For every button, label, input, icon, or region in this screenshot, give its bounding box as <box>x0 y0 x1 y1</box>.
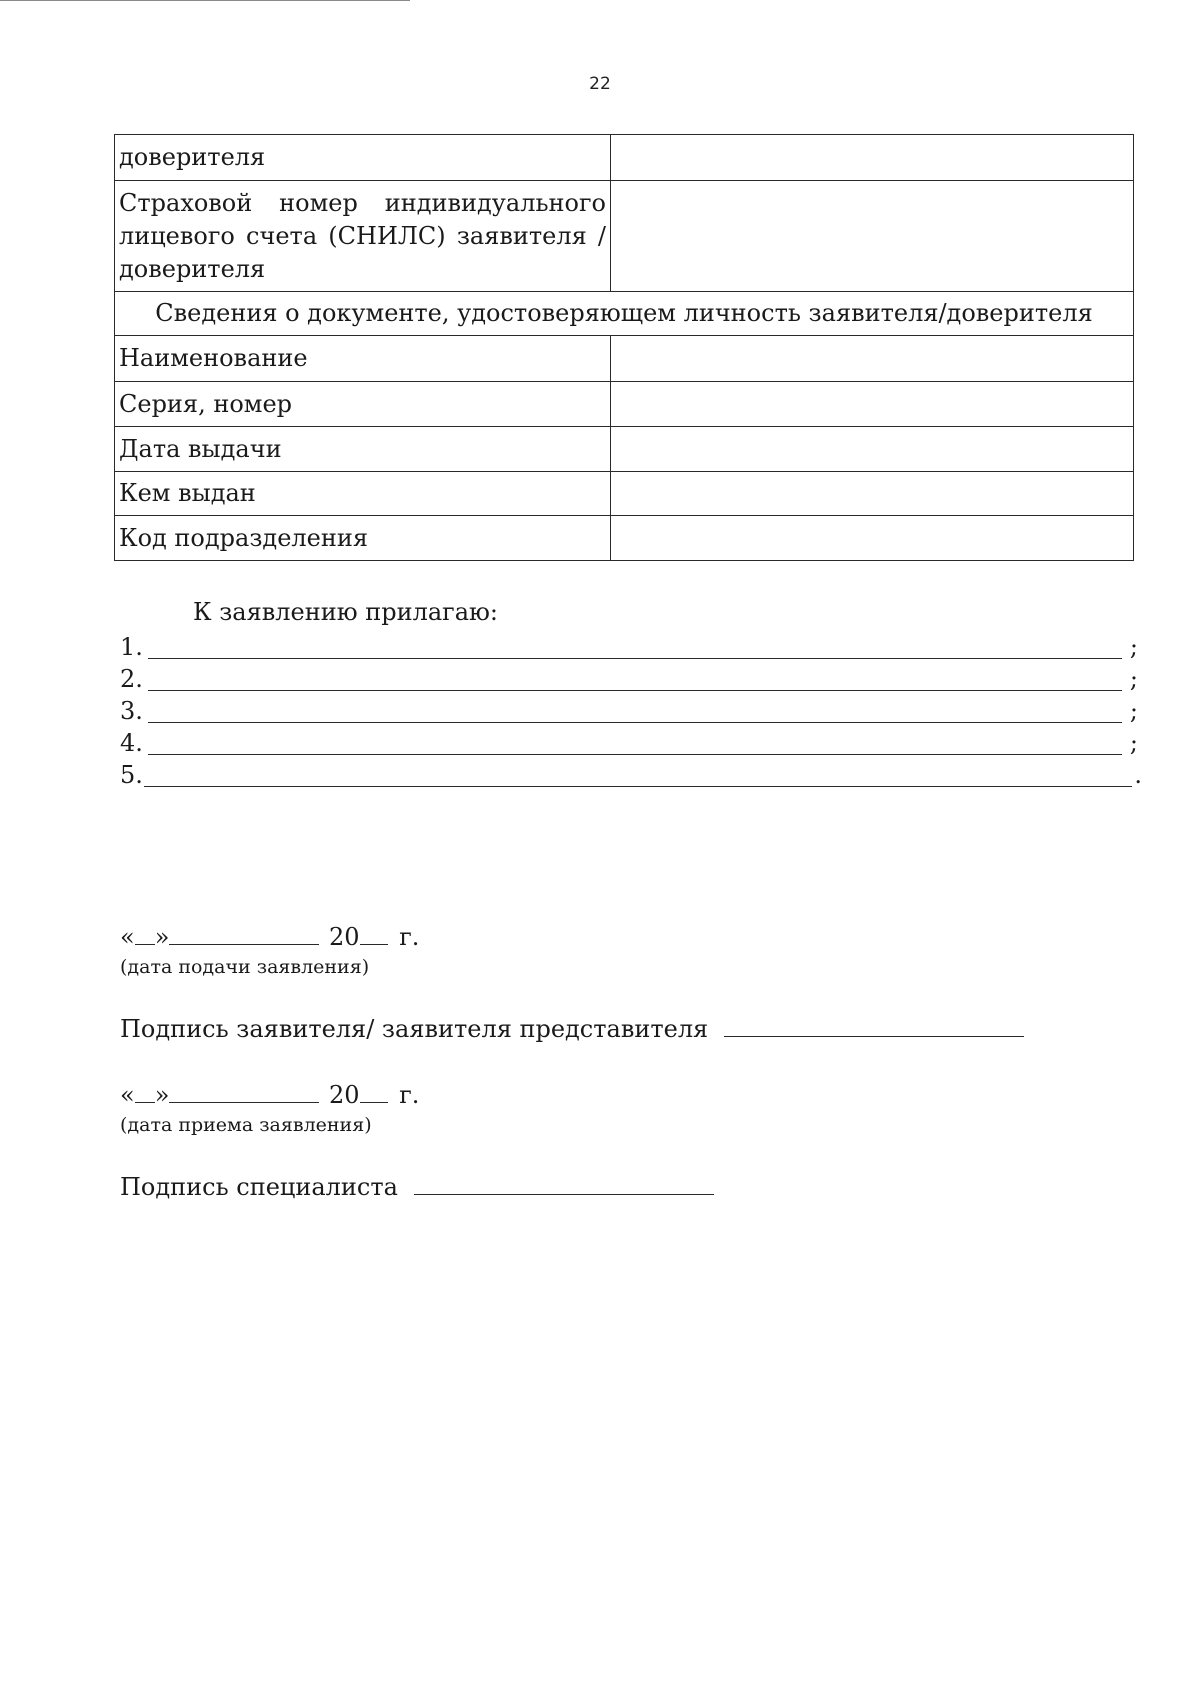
year-blank[interactable] <box>360 1078 388 1103</box>
attachment-terminator: . <box>1134 761 1142 789</box>
applicant-signature-line[interactable] <box>724 1012 1024 1037</box>
year-blank[interactable] <box>360 920 388 945</box>
acceptance-date-caption: (дата приема заявления) <box>120 1114 372 1136</box>
row-label-snils: Страховой номер индивидуального лицевого счета (СНИЛС) заявителя / доверителя <box>115 181 611 292</box>
row-label-series-number: Серия, номер <box>115 382 611 427</box>
table-row <box>115 135 1134 181</box>
quote-open: « <box>120 1081 135 1109</box>
row-value-issue-date[interactable] <box>611 427 1134 472</box>
attachment-terminator: ; <box>1129 729 1138 757</box>
row-value-series-number[interactable] <box>611 382 1134 427</box>
attachment-blank-line[interactable] <box>148 754 1122 755</box>
applicant-info-table <box>114 134 1134 561</box>
year-prefix: 20 <box>329 1081 360 1109</box>
specialist-signature-line[interactable] <box>414 1170 714 1195</box>
table-row <box>115 427 1134 472</box>
row-label-issue-date: Дата выдачи <box>115 427 611 472</box>
attachment-blank-line[interactable] <box>144 786 1132 787</box>
attachment-number: 5. <box>120 761 143 789</box>
page-number: 22 <box>589 74 611 94</box>
attachment-item <box>120 630 1150 663</box>
attachment-blank-line[interactable] <box>148 690 1122 691</box>
row-value-document-name[interactable] <box>611 336 1134 382</box>
scan-edge-line <box>0 0 410 1</box>
submission-date-caption: (дата подачи заявления) <box>120 956 370 978</box>
quote-close: » <box>154 1081 170 1109</box>
row-label-principal: доверителя <box>115 135 611 181</box>
attachment-terminator: ; <box>1129 633 1138 661</box>
attachment-number: 1. <box>120 633 143 661</box>
applicant-signature-label: Подпись заявителя/ заявителя представителя <box>120 1015 709 1043</box>
acceptance-date-block <box>120 1078 419 1136</box>
quote-open: « <box>120 923 135 951</box>
attachment-terminator: ; <box>1129 697 1138 725</box>
section-header-identity-document: Сведения о документе, удостоверяющем личность заявителя/доверителя <box>115 292 1134 336</box>
attachments-heading: К заявлению прилагаю: <box>193 598 498 626</box>
attachment-terminator: ; <box>1129 665 1138 693</box>
row-value-division-code[interactable] <box>611 516 1134 561</box>
attachment-number: 3. <box>120 697 143 725</box>
table-row <box>115 472 1134 516</box>
row-value-issued-by[interactable] <box>611 472 1134 516</box>
year-prefix: 20 <box>329 923 360 951</box>
table-section-row <box>115 292 1134 336</box>
month-blank[interactable] <box>169 1078 319 1103</box>
applicant-signature-block <box>120 1012 1024 1043</box>
table-row <box>115 382 1134 427</box>
attachment-blank-line[interactable] <box>148 658 1122 659</box>
row-label-division-code: Код подразделения <box>115 516 611 561</box>
table-row <box>115 516 1134 561</box>
row-label-document-name: Наименование <box>115 336 611 382</box>
attachment-item <box>120 758 1150 791</box>
year-suffix: г. <box>399 923 420 951</box>
row-value-snils[interactable] <box>611 181 1134 292</box>
row-label-issued-by: Кем выдан <box>115 472 611 516</box>
attachment-number: 2. <box>120 665 143 693</box>
submission-date-line <box>120 920 419 954</box>
acceptance-date-line <box>120 1078 419 1112</box>
quote-close: » <box>154 923 170 951</box>
specialist-signature-label: Подпись специалиста <box>120 1173 398 1201</box>
day-blank[interactable] <box>135 920 155 945</box>
row-value-principal[interactable] <box>611 135 1134 181</box>
table-row <box>115 336 1134 382</box>
year-suffix: г. <box>399 1081 420 1109</box>
attachment-item <box>120 726 1150 759</box>
table-row <box>115 181 1134 292</box>
attachment-number: 4. <box>120 729 143 757</box>
attachment-blank-line[interactable] <box>148 722 1122 723</box>
specialist-signature-block <box>120 1170 714 1201</box>
day-blank[interactable] <box>135 1078 155 1103</box>
submission-date-block <box>120 920 419 978</box>
month-blank[interactable] <box>169 920 319 945</box>
attachment-item <box>120 694 1150 727</box>
attachment-item <box>120 662 1150 695</box>
